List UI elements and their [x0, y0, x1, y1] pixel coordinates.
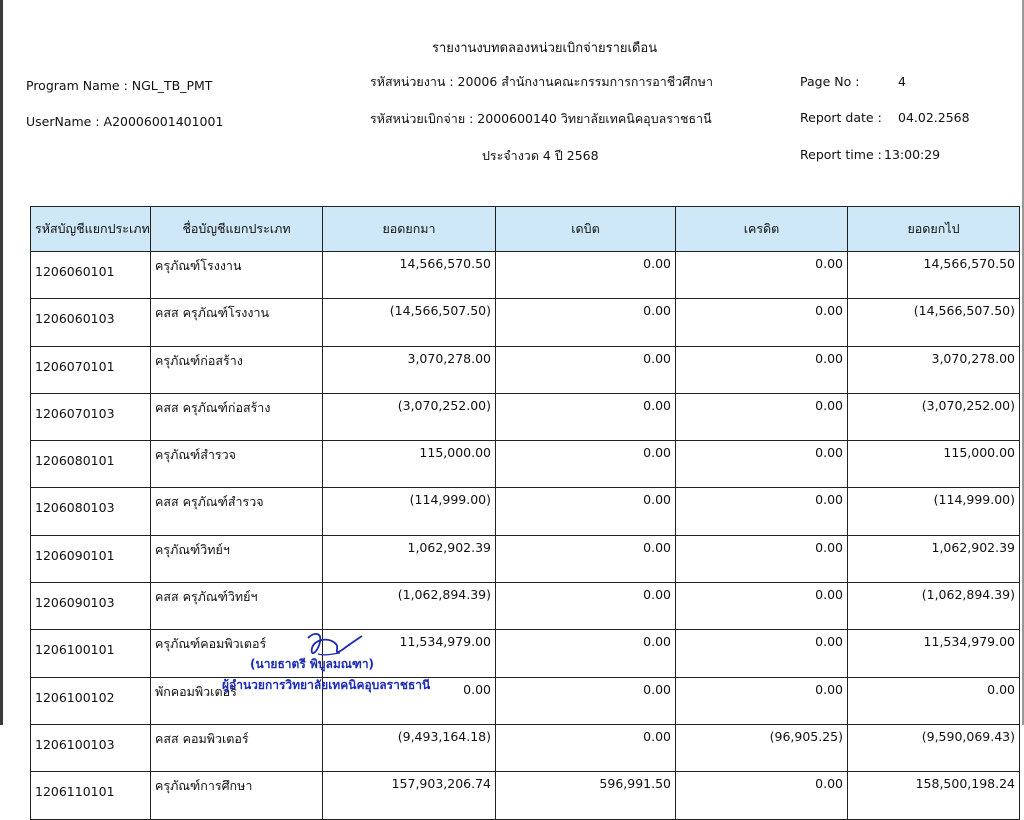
brought-forward-cell: (3,070,252.00): [323, 393, 496, 440]
table-row: [31, 772, 1020, 819]
brought-forward-cell: 3,070,278.00: [323, 346, 496, 393]
trial-balance-table: [30, 206, 1020, 820]
brought-forward-cell: (9,493,164.18): [323, 724, 496, 771]
carried-forward-cell: 3,070,278.00: [848, 346, 1020, 393]
brought-forward-cell: 157,903,206.74: [323, 772, 496, 819]
credit-cell: 0.00: [676, 772, 848, 819]
credit-cell: (96,905.25): [676, 724, 848, 771]
debit-cell: 0.00: [496, 488, 676, 535]
account-code-cell: 1206070101: [31, 346, 151, 393]
carried-forward-cell: (114,999.00): [848, 488, 1020, 535]
page-no-value: 4: [898, 74, 906, 89]
table-body: [31, 252, 1020, 820]
account-name-cell: คสส คอมพิวเตอร์: [151, 724, 323, 771]
debit-cell: 0.00: [496, 630, 676, 677]
table-row: [31, 535, 1020, 582]
debit-cell: 0.00: [496, 583, 676, 630]
account-name-cell: คสส ครุภัณฑ์โรงงาน: [151, 299, 323, 346]
report-time-value: 13:00:29: [884, 147, 941, 162]
brought-forward-cell: (14,566,507.50): [323, 299, 496, 346]
debit-cell: 0.00: [496, 252, 676, 299]
carried-forward-cell: (1,062,894.39): [848, 583, 1020, 630]
account-name-cell: ครุภัณฑ์โรงงาน: [151, 252, 323, 299]
account-name-cell: คสส ครุภัณฑ์ก่อสร้าง: [151, 393, 323, 440]
disbursing-unit: รหัสหน่วยเบิกจ่าย : 2000600140 วิทยาลัยเทคนิคอุบลราชธานี: [370, 111, 712, 126]
credit-cell: 0.00: [676, 488, 848, 535]
brought-forward-cell: (1,062,894.39): [323, 583, 496, 630]
debit-cell: 0.00: [496, 441, 676, 488]
table-row: [31, 393, 1020, 440]
debit-cell: 0.00: [496, 724, 676, 771]
credit-cell: 0.00: [676, 583, 848, 630]
account-code-cell: 1206080103: [31, 488, 151, 535]
report-date-label: Report date :: [800, 110, 882, 125]
brought-forward-cell: 0.00: [323, 677, 496, 724]
report-time-label: Report time :: [800, 147, 882, 162]
account-code-cell: 1206110101: [31, 772, 151, 819]
table-header-row: [31, 207, 1020, 252]
table-row: [31, 677, 1020, 724]
account-code-cell: 1206080101: [31, 441, 151, 488]
carried-forward-cell: 14,566,570.50: [848, 252, 1020, 299]
credit-cell: 0.00: [676, 441, 848, 488]
program-name: Program Name : NGL_TB_PMT: [26, 78, 213, 93]
carried-forward-cell: (9,590,069.43): [848, 724, 1020, 771]
report-title: รายงานงบทดลองหน่วยเบิกจ่ายรายเดือน: [432, 41, 658, 56]
credit-cell: 0.00: [676, 393, 848, 440]
account-code-cell: 1206070103: [31, 393, 151, 440]
account-code-cell: 1206100102: [31, 677, 151, 724]
report-period: ประจำงวด 4 ปี 2568: [482, 148, 599, 163]
credit-cell: 0.00: [676, 299, 848, 346]
table-row: [31, 299, 1020, 346]
header-credit: เครดิต: [676, 207, 848, 252]
account-code-cell: 1206100101: [31, 630, 151, 677]
account-name-cell: ครุภัณฑ์ก่อสร้าง: [151, 346, 323, 393]
debit-cell: 0.00: [496, 299, 676, 346]
account-code-cell: 1206060101: [31, 252, 151, 299]
credit-cell: 0.00: [676, 677, 848, 724]
carried-forward-cell: 158,500,198.24: [848, 772, 1020, 819]
table-row: [31, 441, 1020, 488]
header-account-code: รหัสบัญชีแยกประเภท: [31, 207, 151, 252]
credit-cell: 0.00: [676, 346, 848, 393]
scan-edge-left: [0, 0, 3, 725]
header-brought-forward: ยอดยกมา: [323, 207, 496, 252]
credit-cell: 0.00: [676, 630, 848, 677]
debit-cell: 596,991.50: [496, 772, 676, 819]
signatory-position: ผู้อำนวยการวิทยาลัยเทคนิคอุบลราชธานี: [222, 678, 431, 692]
account-name-cell: ครุภัณฑ์สำรวจ: [151, 441, 323, 488]
account-name-cell: พักคอมพิวเตอร์: [151, 677, 323, 724]
carried-forward-cell: (3,070,252.00): [848, 393, 1020, 440]
brought-forward-cell: 11,534,979.00: [323, 630, 496, 677]
brought-forward-cell: 115,000.00: [323, 441, 496, 488]
credit-cell: 0.00: [676, 252, 848, 299]
account-code-cell: 1206060103: [31, 299, 151, 346]
debit-cell: 0.00: [496, 393, 676, 440]
brought-forward-cell: 14,566,570.50: [323, 252, 496, 299]
user-name: UserName : A20006001401001: [26, 114, 224, 129]
table-row: [31, 724, 1020, 771]
account-name-cell: ครุภัณฑ์คอมพิวเตอร์: [151, 630, 323, 677]
agency-code: รหัสหน่วยงาน : 20006 สำนักงานคณะกรรมการการอาชีวศึกษา: [370, 74, 714, 89]
brought-forward-cell: 1,062,902.39: [323, 535, 496, 582]
carried-forward-cell: 11,534,979.00: [848, 630, 1020, 677]
debit-cell: 0.00: [496, 677, 676, 724]
page-no-label: Page No :: [800, 74, 860, 89]
carried-forward-cell: 1,062,902.39: [848, 535, 1020, 582]
header-carried-forward: ยอดยกไป: [848, 207, 1020, 252]
header-debit: เดบิต: [496, 207, 676, 252]
table-row: [31, 583, 1020, 630]
carried-forward-cell: 115,000.00: [848, 441, 1020, 488]
debit-cell: 0.00: [496, 535, 676, 582]
brought-forward-cell: (114,999.00): [323, 488, 496, 535]
table-row: [31, 488, 1020, 535]
account-code-cell: 1206090103: [31, 583, 151, 630]
report-date-value: 04.02.2568: [898, 110, 970, 125]
account-name-cell: ครุภัณฑ์วิทย์ฯ: [151, 535, 323, 582]
table-row: [31, 252, 1020, 299]
account-name-cell: คสส ครุภัณฑ์สำรวจ: [151, 488, 323, 535]
debit-cell: 0.00: [496, 346, 676, 393]
table-row: [31, 346, 1020, 393]
signatory-name: (นายธาตรี พิบูลมณฑา): [250, 657, 375, 671]
credit-cell: 0.00: [676, 535, 848, 582]
carried-forward-cell: 0.00: [848, 677, 1020, 724]
carried-forward-cell: (14,566,507.50): [848, 299, 1020, 346]
table-row: [31, 630, 1020, 677]
header-account-name: ชื่อบัญชีแยกประเภท: [151, 207, 323, 252]
account-name-cell: คสส ครุภัณฑ์วิทย์ฯ: [151, 583, 323, 630]
account-code-cell: 1206100103: [31, 724, 151, 771]
account-name-cell: ครุภัณฑ์การศึกษา: [151, 772, 323, 819]
account-code-cell: 1206090101: [31, 535, 151, 582]
